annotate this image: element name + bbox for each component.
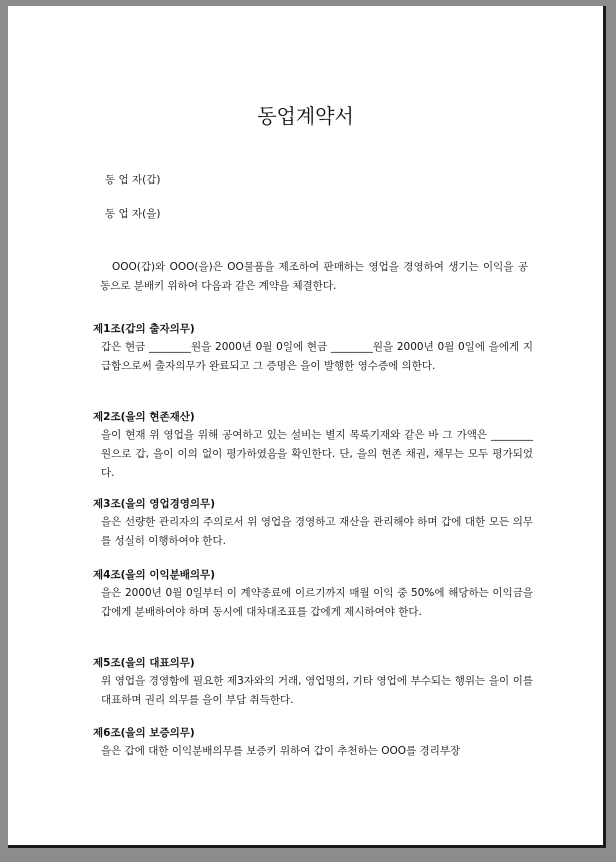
article-title: 제2조(을의 현존재산): [93, 411, 195, 423]
article-title: 제5조(을의 대표의무): [93, 657, 195, 669]
article-title: 제6조(을의 보증의무): [93, 727, 195, 739]
article-3: [93, 495, 533, 551]
article-title: 제3조(을의 영업경영의무): [93, 498, 215, 510]
document-title: 동업계약서: [257, 104, 354, 128]
party-a-label: 동 업 자(갑): [105, 174, 161, 186]
article-1: [93, 320, 533, 376]
preamble-paragraph: OOO(갑)와 OOO(을)은 OO물품을 제조하여 판매하는 영업을 경영하여 생기는 이익을 공동으로 분배키 위하여 다음과 같은 계약을 체결한다.: [100, 261, 528, 292]
article-body: 을은 선량한 관리자의 주의로서 위 영업을 경영하고 재산을 관리해야 하며 갑에 대한 모든 의무를 성실히 이행하여야 한다.: [101, 516, 533, 547]
article-5: [93, 654, 533, 710]
article-body: 을이 현재 위 영업을 위해 공여하고 있는 설비는 별지 목록기재와 같은 바 그 가액은 ________원으로 갑, 을이 이의 없이 평가하였음을 확인한다. 단, 을의 현존 채권, 채무는 모두 평가되었다.: [101, 429, 533, 479]
article-4: [93, 566, 533, 622]
article-6: [93, 724, 533, 761]
document-page: [8, 6, 606, 848]
article-2: [93, 408, 533, 483]
article-body: 을은 2000년 0월 0일부터 이 계약종료에 이르기까지 매월 이익 중 50%에 해당하는 이익금을 갑에게 분배하여야 하며 동시에 대차대조표를 갑에게 제시하여야 한다.: [101, 587, 533, 618]
article-body: 위 영업을 경영함에 필요한 제3자와의 거래, 영업명의, 기타 영업에 부수되는 행위는 을이 이를 대표하며 권리 의무를 을이 부담 취득한다.: [101, 675, 533, 706]
article-body: 을은 갑에 대한 이익분배의무를 보증키 위하여 갑이 추천하는 OOO를 경리부장: [101, 745, 461, 757]
party-b-label: 동 업 자(을): [105, 208, 161, 220]
article-title: 제1조(갑의 출자의무): [93, 323, 195, 335]
article-title: 제4조(을의 이익분배의무): [93, 569, 215, 581]
article-body: 갑은 현금 ________원을 2000년 0월 0일에 현금 ________원을 2000년 0월 0일에 을에게 지급함으로써 출자의무가 완료되고 그 증명은 을이 발행한 영수증에 의한다.: [101, 341, 533, 372]
